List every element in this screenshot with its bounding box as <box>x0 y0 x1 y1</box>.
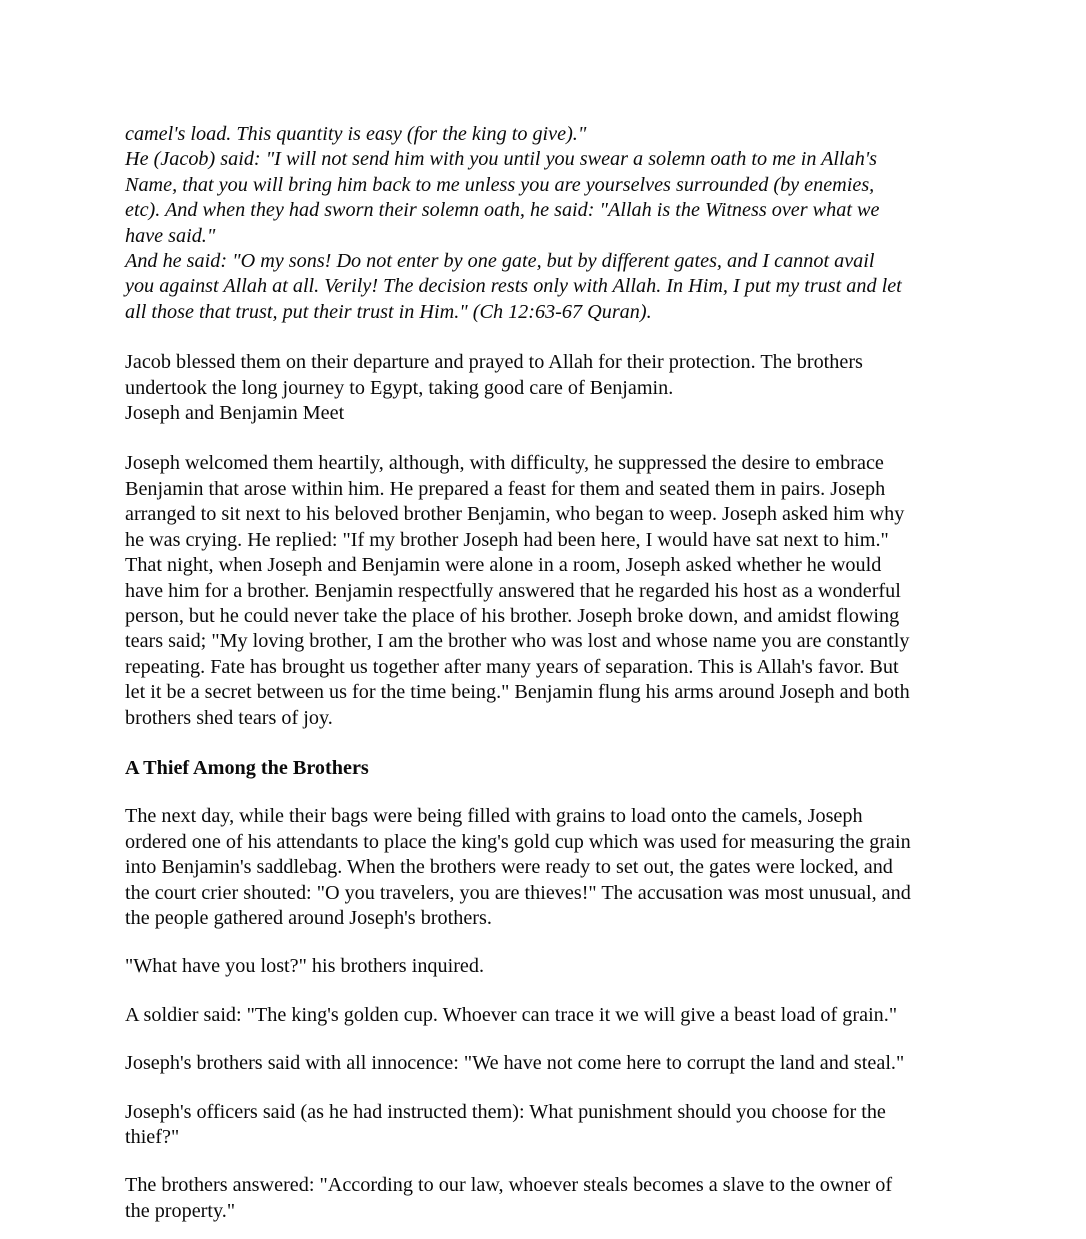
paragraph-spacer <box>125 1077 958 1100</box>
brothers-innocence-paragraph <box>125 1051 958 1076</box>
paragraph-line: the property." <box>125 1199 236 1222</box>
paragraph-spacer <box>125 1150 958 1173</box>
paragraph-line: repeating. Fate has brought us together after many years of separation. This is Allah's favor. But <box>125 655 899 678</box>
paragraph-line: Jacob blessed them on their departure and prayed to Allah for their protection. The brothers <box>125 351 863 374</box>
section-heading-thief: A Thief Among the Brothers <box>125 756 369 779</box>
what-lost-paragraph <box>125 954 958 979</box>
paragraph-line: thief?" <box>125 1126 180 1148</box>
paragraph-spacer <box>125 731 958 756</box>
officers-said-paragraph <box>125 1100 958 1151</box>
quote-line: etc). And when they had sworn their solemn oath, he said: "Allah is the Witness over what we <box>125 199 880 222</box>
paragraph-line: let it be a secret between us for the time being." Benjamin flung his arms around Joseph and both <box>125 681 910 704</box>
paragraph-line: tears said; "My loving brother, I am the brother who was lost and whose name you are constantly <box>125 630 910 653</box>
paragraph-line: he was crying. He replied: "If my brother Joseph had been here, I would have sat next to him." <box>125 528 889 551</box>
subheading-joseph-benjamin-meet: Joseph and Benjamin Meet <box>125 402 345 425</box>
paragraph-line: The brothers answered: "According to our law, whoever steals becomes a slave to the owner of <box>125 1174 893 1197</box>
paragraph-line: undertook the long journey to Egypt, taking good care of Benjamin. <box>125 376 674 399</box>
paragraph-spacer <box>125 781 958 804</box>
paragraph-line: A soldier said: "The king's golden cup. Whoever can trace it we will give a beast load of grain." <box>125 1003 898 1026</box>
paragraph-line: person, but he could never take the place of his brother. Joseph broke down, and amidst flowing <box>125 604 900 627</box>
brothers-answered-paragraph <box>125 1173 958 1224</box>
paragraph-spacer <box>125 1028 958 1051</box>
joseph-welcome-paragraph <box>125 451 958 730</box>
page-content <box>125 122 958 1224</box>
paragraph-line: have him for a brother. Benjamin respectfully answered that he regarded his host as a wonderful <box>125 579 901 602</box>
paragraph-spacer <box>125 931 958 954</box>
quran-quote-block <box>125 122 958 325</box>
paragraph-line: Benjamin that arose within him. He prepared a feast for them and seated them in pairs. Joseph <box>125 477 886 500</box>
quote-line: He (Jacob) said: "I will not send him with you until you swear a solemn oath to me in Allah's <box>125 148 878 171</box>
paragraph-line: That night, when Joseph and Benjamin were alone in a room, Joseph asked whether he would <box>125 554 882 577</box>
paragraph-line: ordered one of his attendants to place the king's gold cup which was used for measuring the grain <box>125 830 911 853</box>
next-day-paragraph <box>125 804 958 931</box>
quote-line: Name, that you will bring him back to me unless you are yourselves surrounded (by enemies, <box>125 173 875 196</box>
jacob-blessing-paragraph <box>125 350 958 426</box>
paragraph-line: The next day, while their bags were being filled with grains to load onto the camels, Joseph <box>125 805 863 828</box>
paragraph-spacer <box>125 980 958 1003</box>
quote-citation-line: all those that trust, put their trust in Him." (Ch 12:63-67 Quran). <box>125 300 652 323</box>
quote-line: camel's load. This quantity is easy (for the king to give)." <box>125 123 587 145</box>
paragraph-line: "What have you lost?" his brothers inquired. <box>125 955 485 978</box>
paragraph-spacer <box>125 325 958 350</box>
paragraph-line: Joseph's brothers said with all innocence: "We have not come here to corrupt the land and steal." <box>125 1052 905 1075</box>
soldier-said-paragraph <box>125 1003 958 1028</box>
paragraph-line: Joseph's officers said (as he had instructed them): What punishment should you choose for the <box>125 1100 886 1123</box>
paragraph-line: the court crier shouted: "O you travelers, you are thieves!" The accusation was most unusual, and <box>125 881 911 904</box>
paragraph-line: arranged to sit next to his beloved brother Benjamin, who began to weep. Joseph asked him why <box>125 503 905 526</box>
quote-line: have said." <box>125 224 216 247</box>
paragraph-line: brothers shed tears of joy. <box>125 706 333 729</box>
paragraph-line: Joseph welcomed them heartily, although, with difficulty, he suppressed the desire to embrace <box>125 452 884 475</box>
quote-line: And he said: "O my sons! Do not enter by one gate, but by different gates, and I cannot avail <box>125 250 875 273</box>
paragraph-spacer <box>125 426 958 451</box>
quote-line: you against Allah at all. Verily! The decision rests only with Allah. In Him, I put my trust and let <box>125 275 902 298</box>
paragraph-line: into Benjamin's saddlebag. When the brothers were ready to set out, the gates were locked, and <box>125 856 893 879</box>
paragraph-line: the people gathered around Joseph's brothers. <box>125 906 492 929</box>
